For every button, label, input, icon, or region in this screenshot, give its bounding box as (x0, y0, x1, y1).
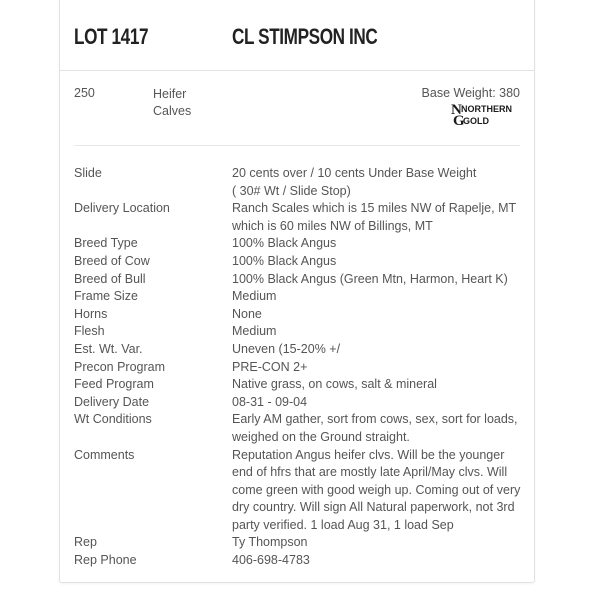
cattle-description (153, 86, 213, 120)
northern-gold-logo (449, 101, 521, 127)
detail-row (74, 288, 524, 306)
detail-row (74, 394, 524, 412)
detail-row (74, 253, 524, 271)
detail-row (74, 165, 524, 200)
detail-value: Ty Thompson (232, 535, 308, 550)
detail-label: Feed Program (74, 377, 154, 392)
detail-row (74, 341, 524, 359)
detail-value: Reputation Angus heifer clvs. Will be the younger end of hfrs that are mostly late April/May clvs. Will come green with good weigh up. Coming out of very dry country. Will sign All Natural paperwork, not 3rd party verified. 1 load Aug 31, 1 load Sep (232, 447, 521, 532)
detail-value: 100% Black Angus (232, 253, 337, 268)
detail-value: 08-31 - 09-04 (232, 394, 308, 409)
description-line-2: Calves (153, 104, 192, 118)
detail-label: Flesh (74, 324, 105, 339)
detail-label: Slide (74, 166, 102, 180)
detail-row (74, 376, 524, 394)
detail-value: Native grass, on cows, salt & mineral (232, 377, 437, 392)
logo-text-top: NORTHERN (461, 104, 512, 114)
detail-label: Breed of Bull (74, 271, 146, 286)
detail-row (74, 534, 524, 552)
detail-label: Frame Size (74, 289, 138, 304)
section-divider (74, 145, 520, 146)
detail-row (74, 306, 524, 324)
detail-row (74, 200, 524, 235)
detail-label: Breed Type (74, 236, 138, 251)
detail-label: Est. Wt. Var. (74, 341, 143, 356)
lot-card (59, 0, 535, 583)
logo-text-bottom: GOLD (463, 116, 489, 126)
detail-label: Wt Conditions (74, 412, 152, 427)
seller-name: CL STIMPSON INC (232, 24, 378, 49)
detail-row (74, 323, 524, 341)
detail-value: Uneven (15-20% +/ (232, 341, 341, 356)
detail-label: Horns (74, 306, 108, 321)
lot-details (74, 165, 524, 570)
detail-value: 406-698-4783 (232, 553, 310, 568)
detail-row (74, 447, 524, 535)
detail-label: Delivery Location (74, 201, 170, 216)
detail-row (74, 235, 524, 253)
detail-value: 100% Black Angus (Green Mtn, Harmon, Heart K) (232, 271, 508, 286)
detail-row (74, 552, 524, 570)
detail-value: None (232, 306, 262, 321)
lot-summary (60, 70, 534, 146)
description-line-1: Heifer (153, 87, 187, 101)
detail-row (74, 411, 524, 446)
detail-value: Early AM gather, sort from cows, sex, sort for loads, weighed on the Ground straight. (232, 412, 518, 444)
detail-label: Precon Program (74, 359, 166, 374)
lot-header (60, 0, 534, 71)
detail-value: 100% Black Angus (232, 236, 337, 251)
detail-label: Rep (74, 535, 97, 550)
detail-value: PRE-CON 2+ (232, 359, 308, 374)
detail-label: Breed of Cow (74, 253, 150, 268)
svg-text:G: G (453, 113, 465, 127)
detail-label: Comments (74, 447, 135, 462)
detail-label: Delivery Date (74, 394, 150, 409)
detail-value: Ranch Scales which is 15 miles NW of Rapelje, MT which is 60 miles NW of Billings, MT (232, 201, 517, 233)
detail-value: Medium (232, 324, 277, 339)
detail-value: Medium (232, 289, 277, 304)
detail-row (74, 359, 524, 377)
lot-number: LOT 1417 (74, 24, 149, 49)
detail-row (74, 271, 524, 289)
detail-value: 20 cents over / 10 cents Under Base Weight ( 30# Wt / Slide Stop) (232, 166, 477, 198)
svg-text:N: N (451, 102, 462, 118)
base-weight: Base Weight: 380 (421, 86, 520, 100)
detail-label: Rep Phone (74, 553, 137, 568)
head-count: 250 (74, 86, 95, 100)
